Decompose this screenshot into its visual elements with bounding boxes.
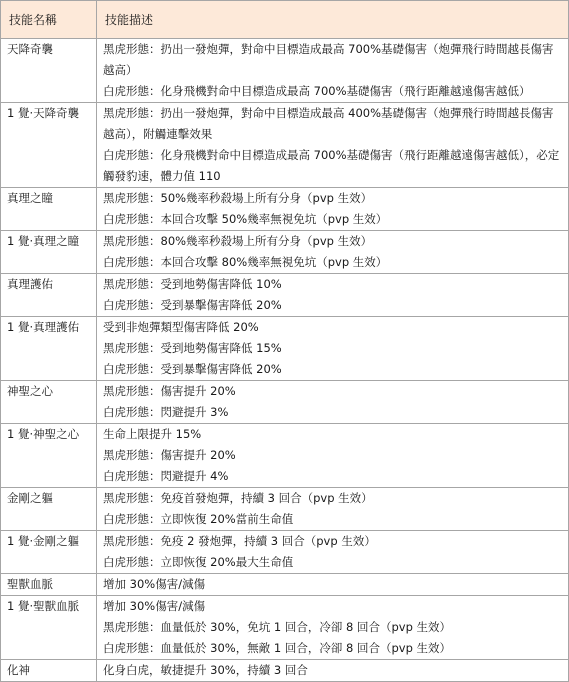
skill-description [97,660,569,682]
description-line: 白虎形態：化身飛機對命中目標造成最高 700%基礎傷害（飛行距離越遠傷害越低） [103,84,531,98]
description-line: 白虎形態：受到暴擊傷害降低 20% [103,362,282,376]
table-row [1,531,569,574]
skill-description [97,231,569,274]
skill-name: 1 覺·真理之瞳 [1,231,97,274]
description-line: 黑虎形態：扔出一發炮彈，對命中目標造成最高 400%基礎傷害（炮彈飛行時間越長傷害越高），附觸連擊效果 [103,106,554,141]
table-row [1,574,569,596]
table-row [1,103,569,188]
description-line: 白虎形態：立即恢復 20%當前生命值 [103,512,294,526]
table-row [1,231,569,274]
table-row [1,317,569,381]
skill-name: 1 覺·真理護佑 [1,317,97,381]
table-row [1,596,569,660]
description-line: 白虎形態：本回合攻擊 80%幾率無視免坑（pvp 生效） [103,255,388,269]
description-line: 白虎形態：閃避提升 3% [103,405,229,419]
description-line: 黑虎形態：免疫 2 發炮彈，持續 3 回合（pvp 生效） [103,534,376,548]
skill-name: 金剛之軀 [1,488,97,531]
table-row [1,660,569,682]
skill-description [97,317,569,381]
skill-name: 1 覺·聖獸血脈 [1,596,97,660]
description-line: 黑虎形態：傷害提升 20% [103,448,236,462]
description-line: 白虎形態：立即恢復 20%最大生命值 [103,555,294,569]
header-row [1,1,569,39]
description-line: 黑虎形態：80%幾率秒殺場上所有分身（pvp 生效） [103,234,373,248]
description-line: 增加 30%傷害/減傷 [103,599,206,613]
skill-name: 1 覺·天降奇襲 [1,103,97,188]
header-skill-name: 技能名稱 [1,1,97,39]
description-line: 黑虎形態：免疫首發炮彈，持續 3 回合（pvp 生效） [103,491,373,505]
skill-description [97,274,569,317]
skill-name: 真理護佑 [1,274,97,317]
description-line: 黑虎形態：血量低於 30%，免坑 1 回合，冷卻 8 回合（pvp 生效） [103,620,452,634]
skill-description [97,531,569,574]
table-row [1,488,569,531]
description-line: 化身白虎，敏捷提升 30%，持續 3 回合 [103,663,308,677]
description-line: 生命上限提升 15% [103,427,202,441]
skill-description [97,574,569,596]
table-row [1,188,569,231]
skill-name: 1 覺·神聖之心 [1,424,97,488]
description-line: 受到非炮彈類型傷害降低 20% [103,320,259,334]
description-line: 黑虎形態：傷害提升 20% [103,384,236,398]
header-skill-description: 技能描述 [97,1,569,39]
description-line: 黑虎形態：扔出一發炮彈，對命中目標造成最高 700%基礎傷害（炮彈飛行時間越長傷害越高） [103,42,554,77]
description-line: 黑虎形態：50%幾率秒殺場上所有分身（pvp 生效） [103,191,373,205]
skill-name: 聖獸血脈 [1,574,97,596]
table-row [1,39,569,103]
skill-description [97,596,569,660]
skill-description [97,488,569,531]
description-line: 黑虎形態：受到地勢傷害降低 15% [103,341,282,355]
skill-description [97,103,569,188]
description-line: 白虎形態：本回合攻擊 50%幾率無視免坑（pvp 生效） [103,212,388,226]
skill-name: 神聖之心 [1,381,97,424]
skill-description [97,188,569,231]
skill-name: 1 覺·金剛之軀 [1,531,97,574]
skill-name: 化神 [1,660,97,682]
skill-description [97,39,569,103]
description-line: 白虎形態：化身飛機對命中目標造成最高 700%基礎傷害（飛行距離越遠傷害越低），必定觸發豹速，體力值 110 [103,148,560,183]
table-row [1,274,569,317]
table-body [1,39,569,682]
description-line: 白虎形態：血量低於 30%，無敵 1 回合，冷卻 8 回合（pvp 生效） [103,641,452,655]
table-row [1,424,569,488]
description-line: 黑虎形態：受到地勢傷害降低 10% [103,277,282,291]
skill-description [97,381,569,424]
description-line: 增加 30%傷害/減傷 [103,577,206,591]
skill-name: 天降奇襲 [1,39,97,103]
skill-description [97,424,569,488]
description-line: 白虎形態：閃避提升 4% [103,469,229,483]
table-row [1,381,569,424]
description-line: 白虎形態：受到暴擊傷害降低 20% [103,298,282,312]
skill-name: 真理之瞳 [1,188,97,231]
